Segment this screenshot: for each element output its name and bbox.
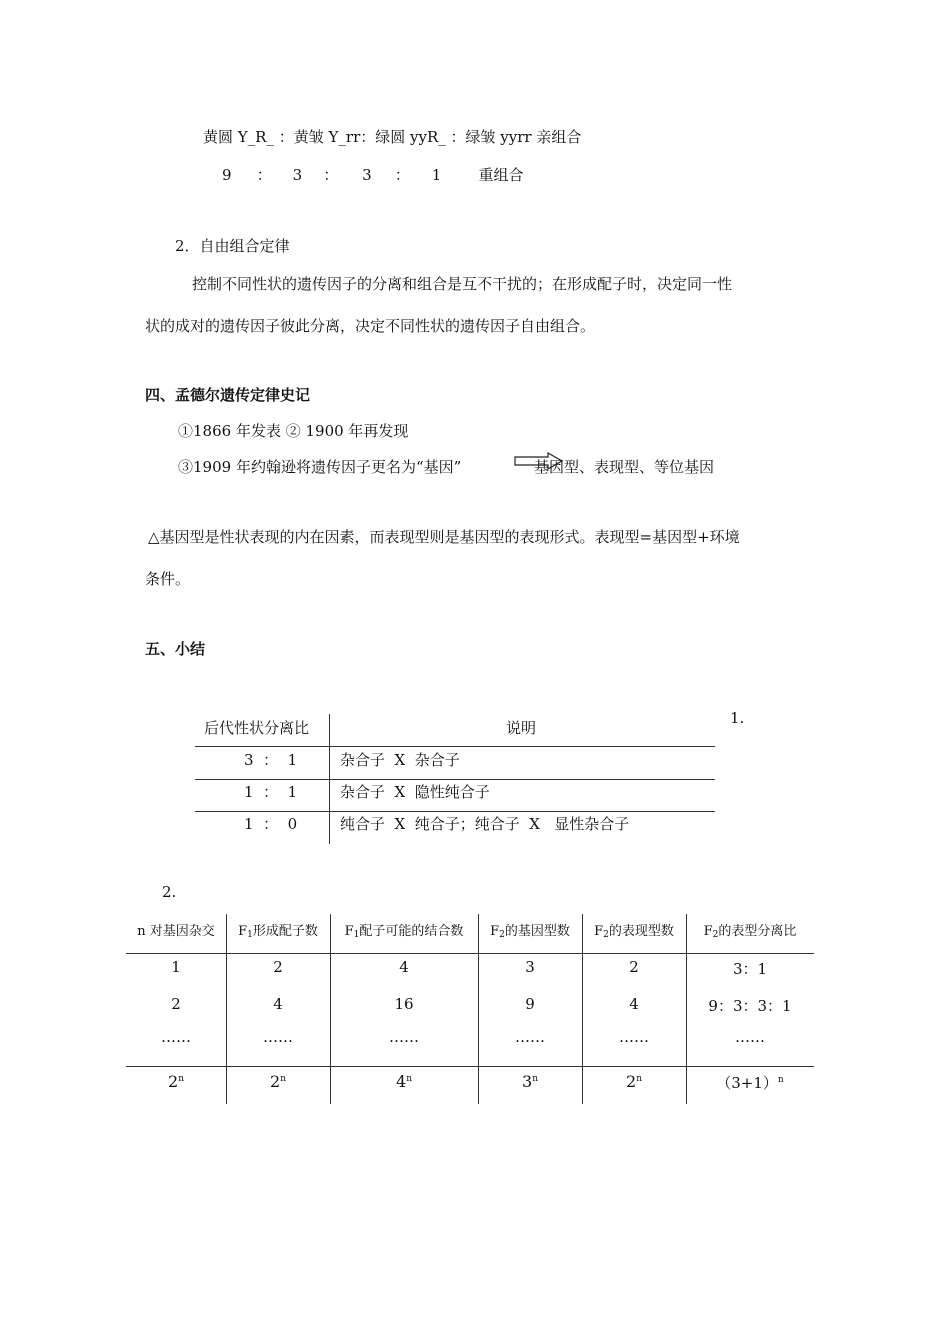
subscript: 1 xyxy=(353,930,360,940)
table-2-cell: 3：1 xyxy=(732,960,768,978)
ratio-sep: ： xyxy=(256,166,272,184)
header-text: F xyxy=(594,924,604,939)
table-2-power-cell xyxy=(126,1072,226,1091)
power-base: 2 xyxy=(270,1072,281,1091)
table-1-row-1-note: 杂合子 X 杂合子 xyxy=(340,751,460,769)
table-1-row-3-ratio: 1 ： 0 xyxy=(244,815,298,833)
subscript: 2 xyxy=(499,930,505,940)
ratio-value: 3 xyxy=(292,166,303,184)
power-exponent: n xyxy=(178,1074,184,1084)
header-text: 配子可能的结合数 xyxy=(359,924,464,939)
table-1-header-ratio: 后代性状分离比 xyxy=(204,719,310,737)
power-exponent: n xyxy=(532,1074,538,1084)
ratio-line xyxy=(222,164,523,185)
power-base: 3 xyxy=(522,1072,533,1091)
table-2-cell: 9 xyxy=(525,995,535,1013)
subscript: 2 xyxy=(603,930,609,940)
header-text: 的表现型数 xyxy=(608,924,674,939)
table-2-cell: …… xyxy=(619,1028,649,1046)
section-2-paragraph-line-1: 控制不同性状的遗传因子的分离和组合是互不干扰的；在形成配子时，决定同一性 xyxy=(192,275,733,293)
table-2-cell: 4 xyxy=(273,995,283,1013)
table-2-cell: 1 xyxy=(171,958,181,976)
power-base: （3+1） xyxy=(716,1074,778,1092)
header-text: F xyxy=(238,924,248,939)
table-1-row-3-note: 纯合子 X 纯合子；纯合子 X 显性杂合子 xyxy=(340,815,630,833)
table-1-rule xyxy=(195,811,715,812)
power-exponent: n xyxy=(777,1075,784,1085)
header-text: n 对基因杂交 xyxy=(137,924,215,939)
table-2-divider xyxy=(478,914,479,1104)
table-2-cell: 3 xyxy=(525,958,535,976)
power-exponent: n xyxy=(406,1074,412,1084)
table-2-header-gametes xyxy=(226,920,330,940)
table-2-power-cell xyxy=(686,1072,814,1093)
ratio-sep: ： xyxy=(394,166,410,184)
table-1-row-2-ratio: 1 ： 1 xyxy=(244,783,298,801)
table-2-power-cell xyxy=(226,1072,330,1091)
table-1-marker: 1. xyxy=(730,709,745,727)
table-2-power-cell xyxy=(582,1072,686,1091)
note-line-2: 条件。 xyxy=(145,570,191,588)
power-base: 2 xyxy=(168,1072,179,1091)
table-2-rule xyxy=(126,953,814,954)
ratio-value: 9 xyxy=(222,166,232,184)
table-2-marker: 2. xyxy=(162,883,177,901)
header-text: F xyxy=(703,924,713,939)
ratio-value: 1 xyxy=(431,166,442,184)
power-base: 4 xyxy=(396,1072,407,1091)
table-2-cell: 2 xyxy=(273,958,283,976)
table-2-header-phenotypes xyxy=(582,920,686,940)
ratio-label: 重组合 xyxy=(478,166,524,184)
table-2-cell: 4 xyxy=(629,995,639,1013)
table-2-cell: …… xyxy=(161,1028,191,1046)
table-1-row-2-note: 杂合子 X 隐性纯合子 xyxy=(340,783,490,801)
section-2-paragraph-line-2: 状的成对的遗传因子彼此分离，决定不同性状的遗传因子自由组合。 xyxy=(145,317,596,335)
section-5-heading: 五、小结 xyxy=(145,640,206,658)
table-2-cell: 4 xyxy=(399,958,409,976)
table-2-cell: …… xyxy=(735,1028,765,1046)
subscript: 1 xyxy=(247,930,253,940)
table-2-header-genotypes xyxy=(478,920,582,940)
table-1-rule xyxy=(195,746,715,747)
power-base: 2 xyxy=(626,1072,637,1091)
header-text: F xyxy=(490,924,500,939)
history-line-2-right: 基因型、表现型、等位基因 xyxy=(534,458,715,476)
subscript: 2 xyxy=(712,930,719,940)
table-2-cell: 9：3：3：1 xyxy=(708,997,792,1015)
table-1-rule xyxy=(195,779,715,780)
power-exponent: n xyxy=(636,1074,642,1084)
table-2-cell: …… xyxy=(389,1028,419,1046)
table-2-cell: 16 xyxy=(394,995,414,1013)
table-2-divider xyxy=(226,914,227,1104)
header-text: 形成配子数 xyxy=(252,924,318,939)
table-2-divider xyxy=(330,914,331,1104)
table-2-header-ratio xyxy=(686,920,814,940)
table-2-rule xyxy=(126,1066,814,1067)
table-1-row-1-ratio: 3 ： 1 xyxy=(244,751,298,769)
table-2-header-combinations xyxy=(330,920,478,940)
table-2-power-cell xyxy=(330,1072,478,1091)
history-line-2-left: ③1909 年约翰逊将遗传因子更名为“基因” xyxy=(178,458,462,476)
ratio-sep: ： xyxy=(323,166,339,184)
header-text: 的表型分离比 xyxy=(718,924,797,939)
header-text: 的基因型数 xyxy=(504,924,570,939)
header-text: F xyxy=(344,924,354,939)
table-2-divider xyxy=(686,914,687,1104)
history-line-1: ①1866 年发表 ② 1900 年再发现 xyxy=(178,422,409,440)
section-4-heading: 四、孟德尔遗传定律史记 xyxy=(145,386,311,404)
table-2-cell: 2 xyxy=(629,958,639,976)
table-2-cell: …… xyxy=(263,1028,293,1046)
table-2-cell: 2 xyxy=(171,995,181,1013)
table-2-divider xyxy=(582,914,583,1104)
table-1-header-note: 说明 xyxy=(506,719,537,737)
section-2-heading: 2．自由组合定律 xyxy=(175,237,290,255)
table-2-cell: …… xyxy=(515,1028,545,1046)
table-1-divider xyxy=(329,714,330,844)
note-line-1: △基因型是性状表现的内在因素，而表现型则是基因型的表现形式。表现型=基因型+环境 xyxy=(148,528,740,546)
table-2-header-n xyxy=(126,920,226,939)
table-2-power-cell xyxy=(478,1072,582,1091)
phenotype-line: 黄圆 Y_R_ ：黄皱 Y_rr：绿圆 yyR_ ：绿皱 yyrr 亲组合 xyxy=(203,128,582,146)
power-exponent: n xyxy=(280,1074,286,1084)
ratio-value: 3 xyxy=(362,166,372,184)
